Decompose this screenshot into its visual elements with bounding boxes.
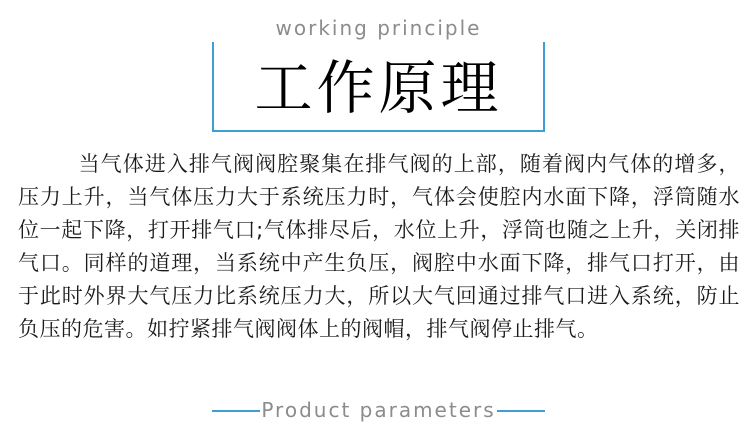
- page-title: 工作原理: [254, 54, 503, 122]
- working-principle-paragraph: [18, 148, 740, 346]
- section-eyebrow-english: working principle: [212, 14, 545, 42]
- working-principle-heading-block: [212, 14, 545, 132]
- paragraph-text: 当气体进入排气阀阀腔聚集在排气阀的上部，随着阀内气体的增多，压力上升，当气体压力大于系统压力时，气体会使腔内水面下降，浮筒随水位一起下降，打开排气口;气体排尽后，水位上升，浮筒也随之上升，关闭排气口。同样的道理，当系统中产生负压，阀腔中水面下降，排气口打开，由于此时外界大气压力比系统压力大，所以大气回通过排气口进入系统，防止负压的危害。如拧紧排气阀阀体上的阀帽，排气阀停止排气。: [18, 152, 740, 341]
- product-parameters-heading-block: [212, 398, 545, 424]
- footer-eyebrow-english: Product parameters: [261, 398, 496, 422]
- frame-bottom-rule: [212, 130, 545, 132]
